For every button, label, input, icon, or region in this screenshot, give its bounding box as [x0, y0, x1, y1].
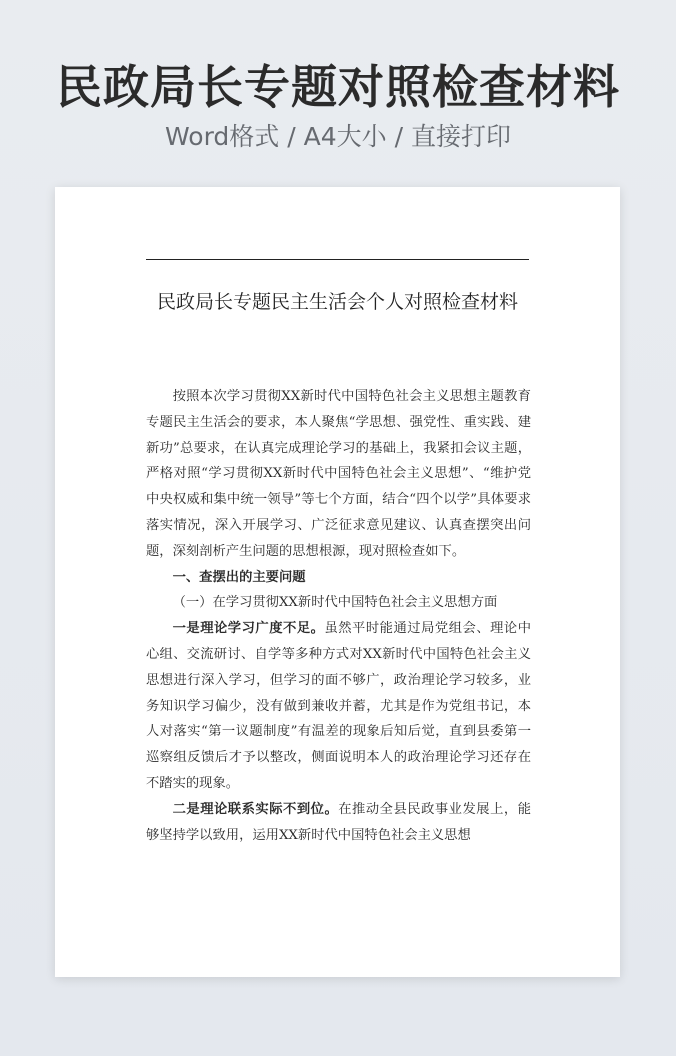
- section-heading: 一、查摆出的主要问题: [172, 569, 306, 585]
- banner-title: 民政局长专题对照检查材料: [56, 60, 620, 114]
- subsection-heading: （一）在学习贯彻XX新时代中国特色社会主义思想方面: [172, 595, 498, 611]
- header-rule: [146, 259, 529, 260]
- document-title: 民政局长专题民主生活会个人对照检查材料: [156, 291, 518, 313]
- point-one-text: 虽然平时能通过局党组会、理论中心组、交流研讨、自学等多种方式对XX新时代中国特色社会主义思想进行深入学习，但学习的面不够广，政治理论学习较多，业务知识学习偏少，没有做到兼收并蓄，尤其是作为党组书记，本人对落实“第一议题制度”有温差的现象后知后觉，直到县委第一巡察组反馈后才予以整改，侧面说明本人的政治理论学习还存在不踏实的现象。: [146, 621, 532, 791]
- document-page: [55, 187, 620, 977]
- point-one-lead: 一是理论学习广度不足。: [172, 621, 325, 637]
- point-two-lead: 二是理论联系实际不到位。: [172, 801, 339, 817]
- point-one-paragraph: [146, 616, 531, 797]
- intro-paragraph: 按照本次学习贯彻XX新时代中国特色社会主义思想主题教育专题民主生活会的要求，本人聚焦“学思想、强党性、重实践、建新功”总要求，在认真完成理论学习的基础上，我紧扣会议主题，严格对照“学习贯彻XX新时代中国特色社会主义思想”、“维护党中央权威和集中统一领导”等七个方面，结合“四个以学”具体要求落实情况，深入开展学习、广泛征求意见建议、认真查摆突出问题，深刻剖析产生问题的思想根源，现对照检查如下。: [146, 389, 531, 559]
- point-two-text: 在推动全县民政事业发展上，能够坚持学以致用，运用XX新时代中国特色社会主义思想: [146, 801, 532, 843]
- banner-subtitle: Word格式 / A4大小 / 直接打印: [165, 122, 511, 151]
- point-two-paragraph: [146, 797, 531, 849]
- document-body: [146, 384, 531, 848]
